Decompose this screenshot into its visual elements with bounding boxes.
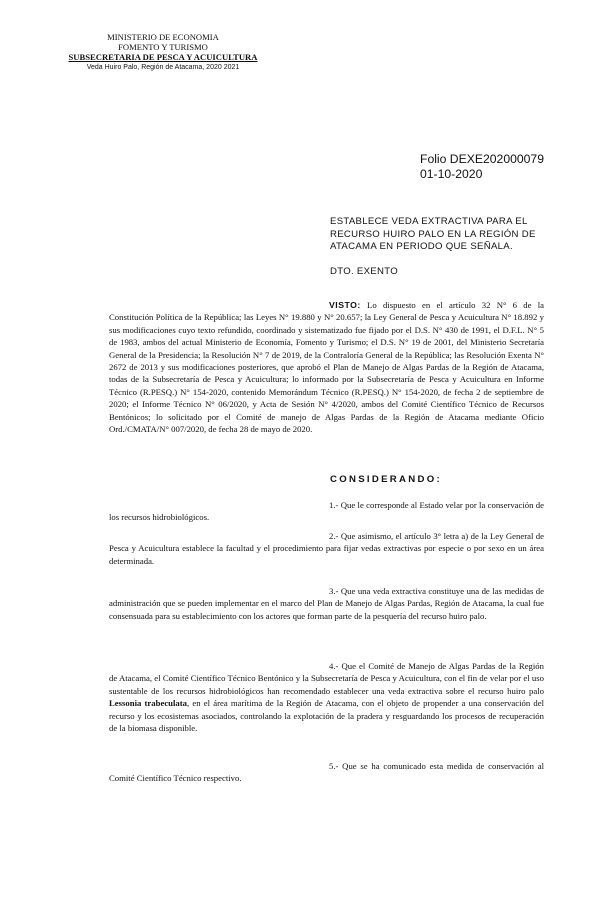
considerando-3: 3.- Que una veda extractiva constituye una de las medidas de administración que se pueden implementar en el marco del Plan de Manejo de Algas Pardas, Región de Atacama, la cual fue consensuada para su establecimiento con los actores que forman parte de la pesquería del recurso huiro palo.: [109, 586, 544, 621]
considerando-heading: CONSIDERANDO:: [330, 474, 442, 485]
undersecretariat-name: SUBSECRETARIA DE PESCA Y ACUICULTURA: [68, 52, 258, 62]
considerando-4: [109, 660, 544, 734]
considerando-4-text-before: 4.- Que el Comité de Manejo de Algas Pardas de la Región de Atacama, el Comité Científico Técnico Bentónico y la Subsecretaría de Pesca y Acuicultura, con el fin de velar por el uso sustentable de los recursos hidrobiológicos han recomendado establecer una veda extractiva sobre el recurso huiro palo: [109, 661, 544, 696]
species-name: Lessonia trabeculata: [109, 698, 187, 709]
ministry-name: MINISTERIO DE ECONOMIA: [107, 32, 219, 42]
decree-type: DTO. EXENTO: [330, 266, 398, 277]
folio-date: 01-10-2020: [420, 167, 483, 181]
folio-block: [420, 152, 544, 182]
letterhead: [48, 32, 278, 73]
visto-label: VISTO:: [329, 300, 361, 310]
document-subject: ESTABLECE VEDA EXTRACTIVA PARA EL RECURSO HUIRO PALO EN LA REGIÓN DE ATACAMA EN PERIODO QUE SEÑALA.: [330, 216, 536, 252]
visto-paragraph: [109, 299, 544, 435]
folio-number: Folio DEXE202000079: [420, 152, 544, 166]
ministry-subname: FOMENTO Y TURISMO: [118, 42, 208, 52]
considerando-4-text-after: , en el área marítima de la Región de Atacama, con el objeto de propender a una conservación del recurso y los ecosistemas asociados, controlando la explotación de la pradera y resguardando los procesos de recuperación de la biomasa disponible.: [109, 698, 544, 734]
considerando-1: 1.- Que le corresponde al Estado velar por la conservación de los recursos hidrobiológicos.: [109, 500, 544, 523]
considerando-2: 2.- Que asimismo, el artículo 3° letra a) de la Ley General de Pesca y Acuicultura establece la facultad y el procedimiento para fijar vedas extractivas por especie o por sexo en un área determinada.: [109, 531, 544, 566]
considerando-5: 5.- Que se ha comunicado esta medida de conservación al Comité Científico Técnico respectivo.: [109, 761, 544, 784]
visto-text: Lo dispuesto en el artículo 32 N° 6 de la Constitución Política de la República; las Leyes N° 19.880 y N° 20.657; la Ley General de Pesca y Acuicultura N° 18.892 y sus modificaciones cuyo texto refundido, coordinado y sistematizado fue fijado por el D.S. N° 430 de 1991, el D.F.L. N° 5 de 1983, ambos del actual Ministerio de Economía, Fomento y Turismo; el D.S. N° 19 de 2001, del Ministerio Secretaría General de la Presidencia; la Resolución N° 7 de 2019, de la Contraloría General de la República; las Resolución Exenta N° 2672 de 2013 y sus modificaciones posteriores, que aprobó el Plan de Manejo de Algas Pardas de la Región de Atacama, todas de la Subsecretaría de Pesca y Acuicultura; lo informado por la Subsecretaría de Pesca y Acuicultura en Informe Técnico (R.PESQ.) N° 154-2020, contenido Memorándum Técnico (R.PESQ.) N° 154-2020, de fecha 2 de septiembre de 2020; el Informe Técnico N° 06/2020, y Acta de Sesión N° 4/2020, ambos del Comité Científico Técnico de Recursos Bentónicos; lo solicitado por el Comité de manejo de Algas Pardas de la Región de Atacama mediante Oficio Ord./CMATA/N° 007/2020, de fecha 28 de mayo de 2020.: [109, 300, 544, 435]
document-reference: Veda Huiro Palo, Región de Atacama, 2020 2021: [86, 64, 240, 71]
